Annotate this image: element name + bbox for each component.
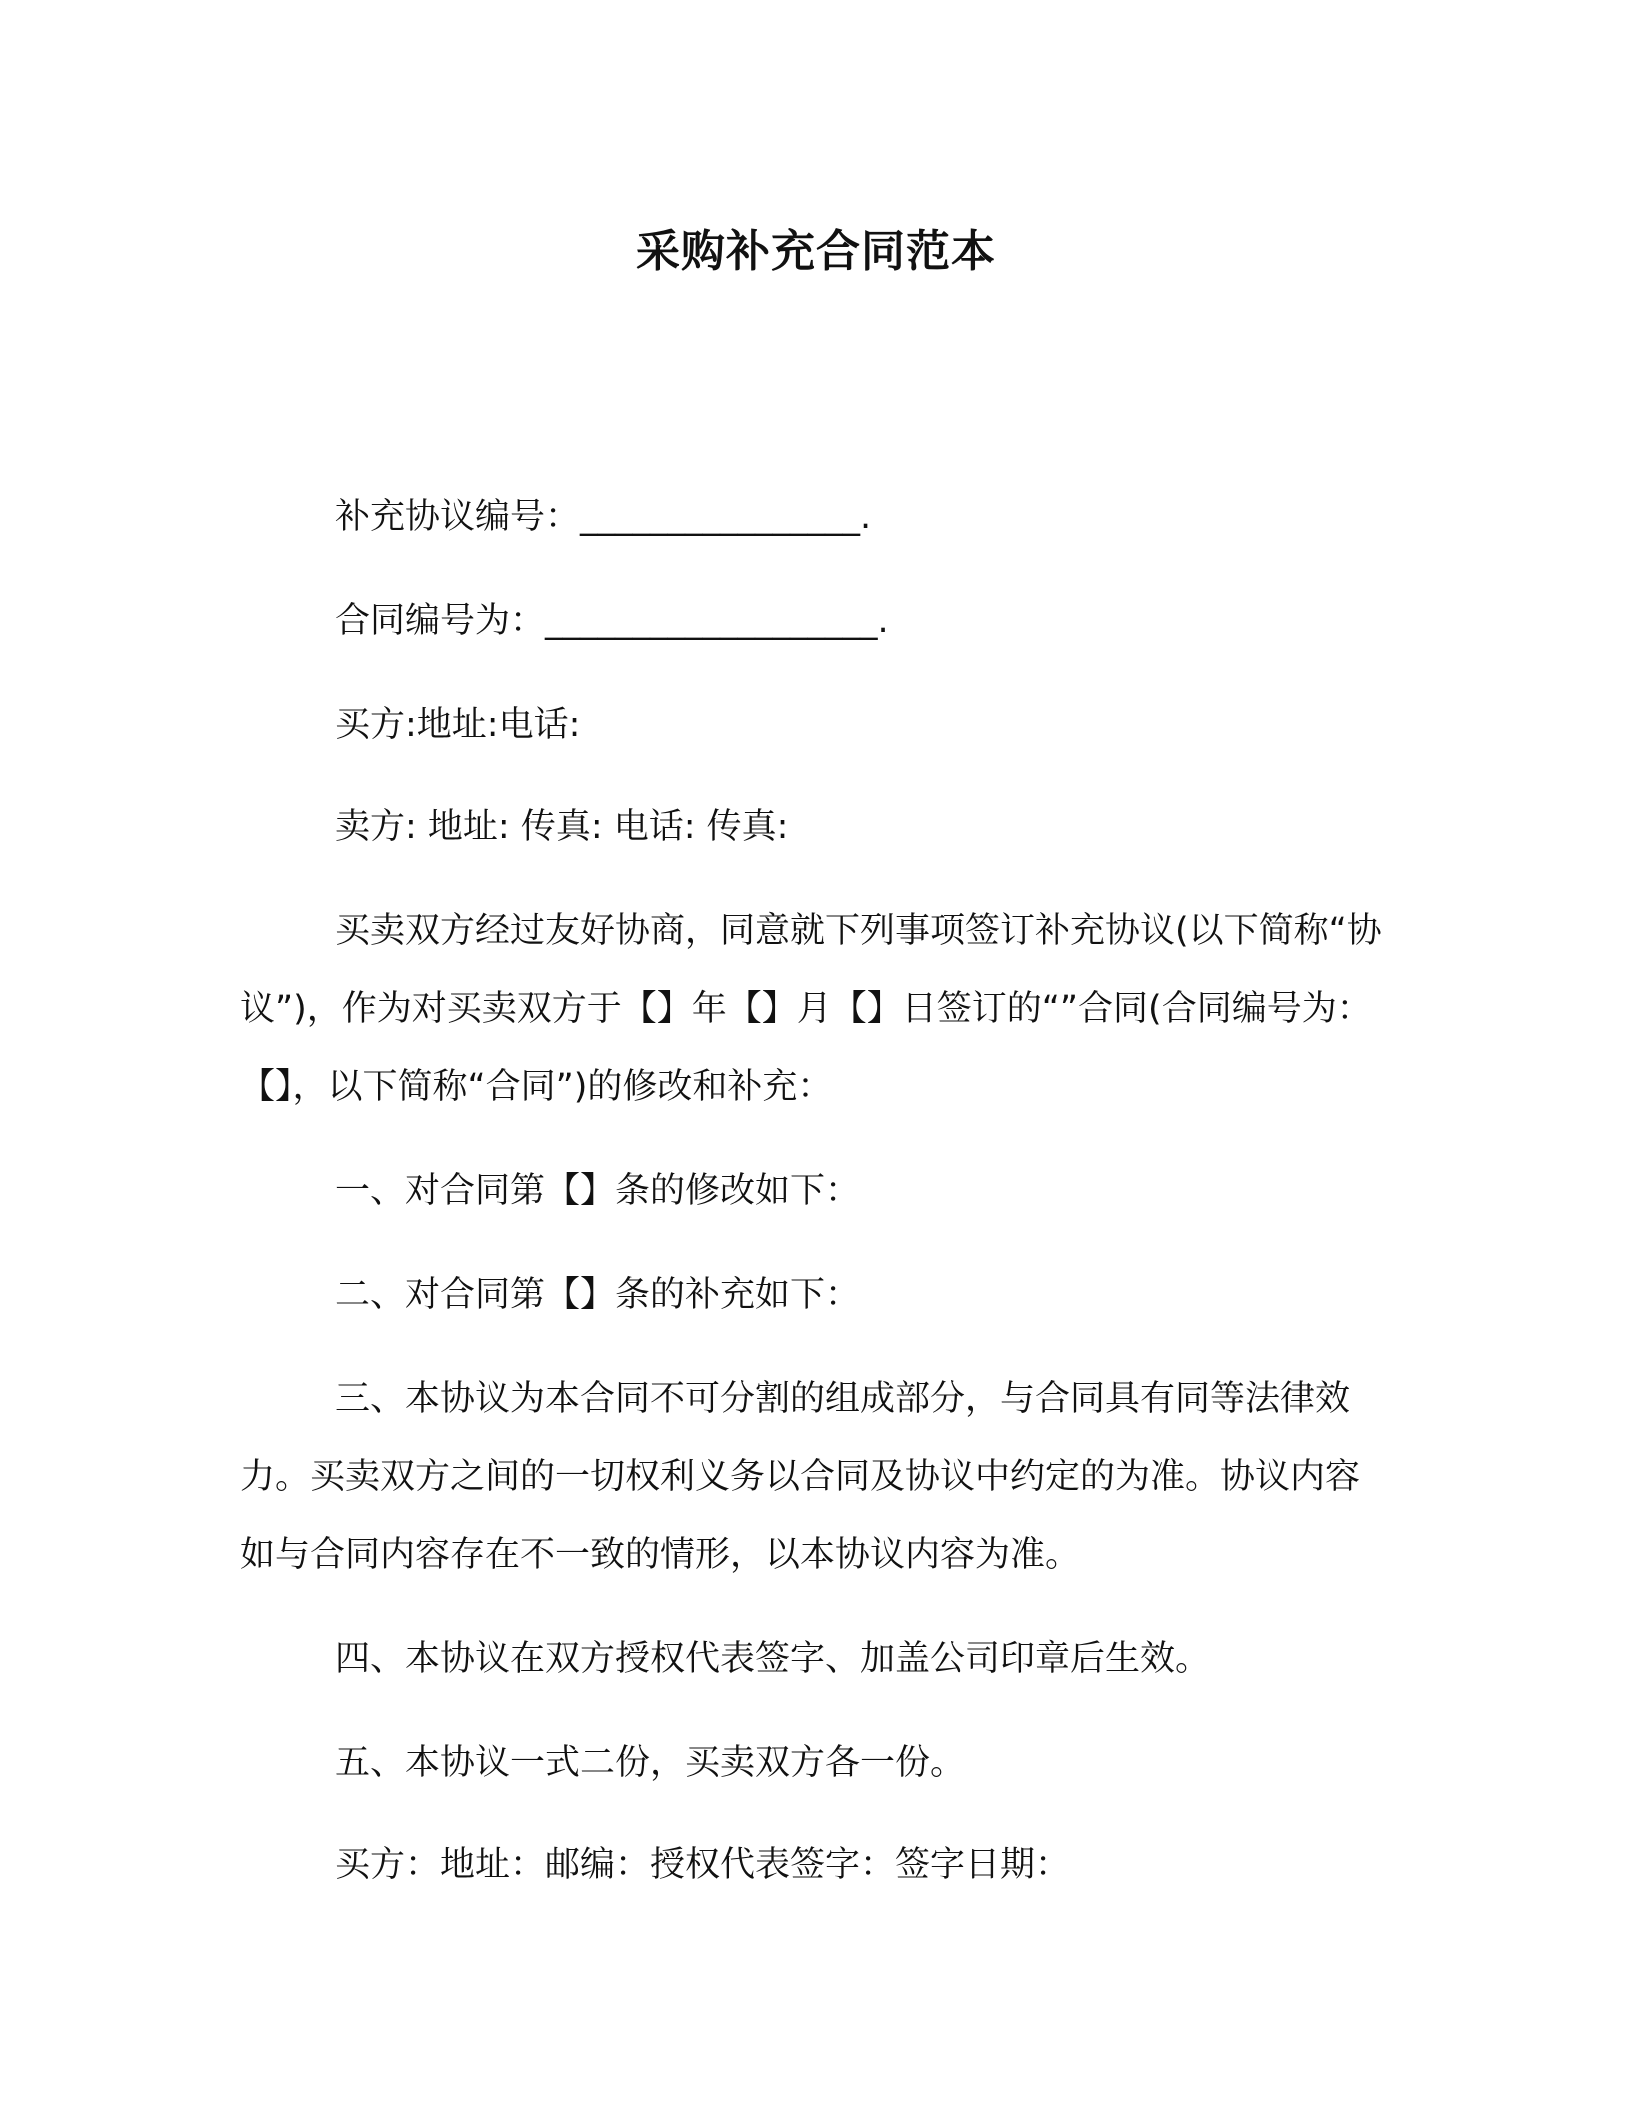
supplement-number-line: 补充协议编号：________________. (335, 497, 872, 537)
clause-3: 三、本协议为本合同不可分割的组成部分，与合同具有同等法律效力。买卖双方之间的一切权利义务以合同及协议中约定的为准。协议内容如与合同内容存在不一致的情形，以本协议内容为准。 (240, 1379, 1361, 1575)
contract-number-line: 合同编号为：___________________. (335, 601, 889, 641)
document-title: 采购补充合同范本 (636, 226, 996, 277)
seller-info-line: 卖方: 地址: 传真: 电话: 传真: (335, 807, 789, 847)
clause-4: 四、本协议在双方授权代表签字、加盖公司印章后生效。 (335, 1639, 1211, 1679)
buyer-signature-line: 买方：地址：邮编：授权代表签字：签字日期： (335, 1845, 1071, 1885)
clause-5: 五、本协议一式二份，买卖双方各一份。 (335, 1743, 966, 1783)
buyer-info-line: 买方:地址:电话: (335, 705, 581, 745)
clause-1: 一、对合同第【】条的修改如下： (335, 1171, 861, 1211)
intro-paragraph: 买卖双方经过友好协商，同意就下列事项签订补充协议(以下简称“协议”)，作为对买卖双方于【】年【】月【】日签订的“”合同(合同编号为：【】，以下简称“合同”)的修改和补充： (240, 911, 1382, 1107)
clause-2: 二、对合同第【】条的补充如下： (335, 1275, 861, 1315)
